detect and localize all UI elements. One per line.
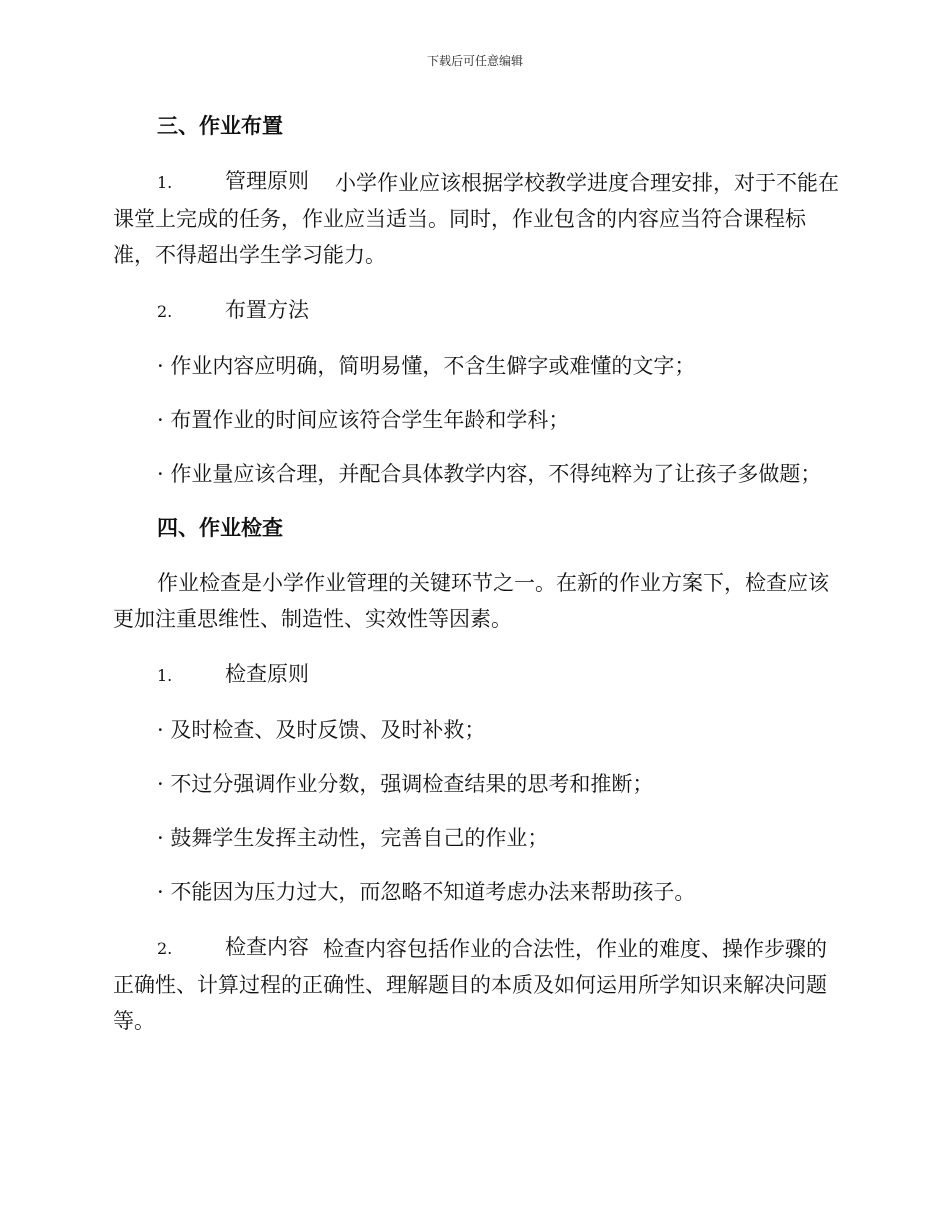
- document-body: [113, 108, 840, 1039]
- bullet-item: · 作业量应该合理，并配合具体教学内容，不得纯粹为了让孩子多做题；: [157, 462, 822, 486]
- item-title: 检查内容: [225, 935, 309, 959]
- bullet-item: · 作业内容应明确，简明易懂，不含生僻字或难懂的文字；: [157, 354, 696, 378]
- item-number: 1.: [157, 666, 173, 685]
- bullet-item: · 布置作业的时间应该符合学生年龄和学科；: [157, 408, 570, 432]
- section-4-heading: 四、作业检查: [157, 515, 283, 540]
- section-3-heading: 三、作业布置: [157, 113, 283, 138]
- item-number: 2.: [157, 302, 173, 321]
- page-header: 下载后可任意编辑: [426, 54, 523, 68]
- bullet-item: · 鼓舞学生发挥主动性，完善自己的作业；: [157, 826, 549, 850]
- item-title: 管理原则: [225, 169, 309, 193]
- bullet-item: · 及时检查、及时反馈、及时补救；: [157, 718, 486, 742]
- bullet-item: · 不过分强调作业分数，强调检查结果的思考和推断；: [157, 772, 654, 796]
- section-4-item-1: [113, 656, 840, 694]
- item-text: 检查内容包括作业的合法性，作业的难度、操作步骤的正确性、计算过程的正确性、理解题目的本质及如何运用所学知识来解决问题等。: [113, 937, 827, 1033]
- section-3-item-2: [113, 292, 840, 330]
- item-number: 2.: [157, 939, 173, 958]
- item-title: 布置方法: [225, 298, 309, 322]
- bullet-item: · 不能因为压力过大，而忽略不知道考虑办法来帮助孩子。: [157, 880, 696, 904]
- section-4-intro: 作业检查是小学作业管理的关键环节之一。在新的作业方案下，检查应该更加注重思维性、制造性、实效性等因素。: [113, 571, 829, 631]
- item-text: 小学作业应该根据学校教学进度合理安排，对于不能在课堂上完成的任务，作业应当适当。同时，作业包含的内容应当符合课程标准，不得超出学生学习能力。: [113, 171, 839, 267]
- item-title: 检查原则: [225, 662, 309, 686]
- item-number: 1.: [157, 173, 173, 192]
